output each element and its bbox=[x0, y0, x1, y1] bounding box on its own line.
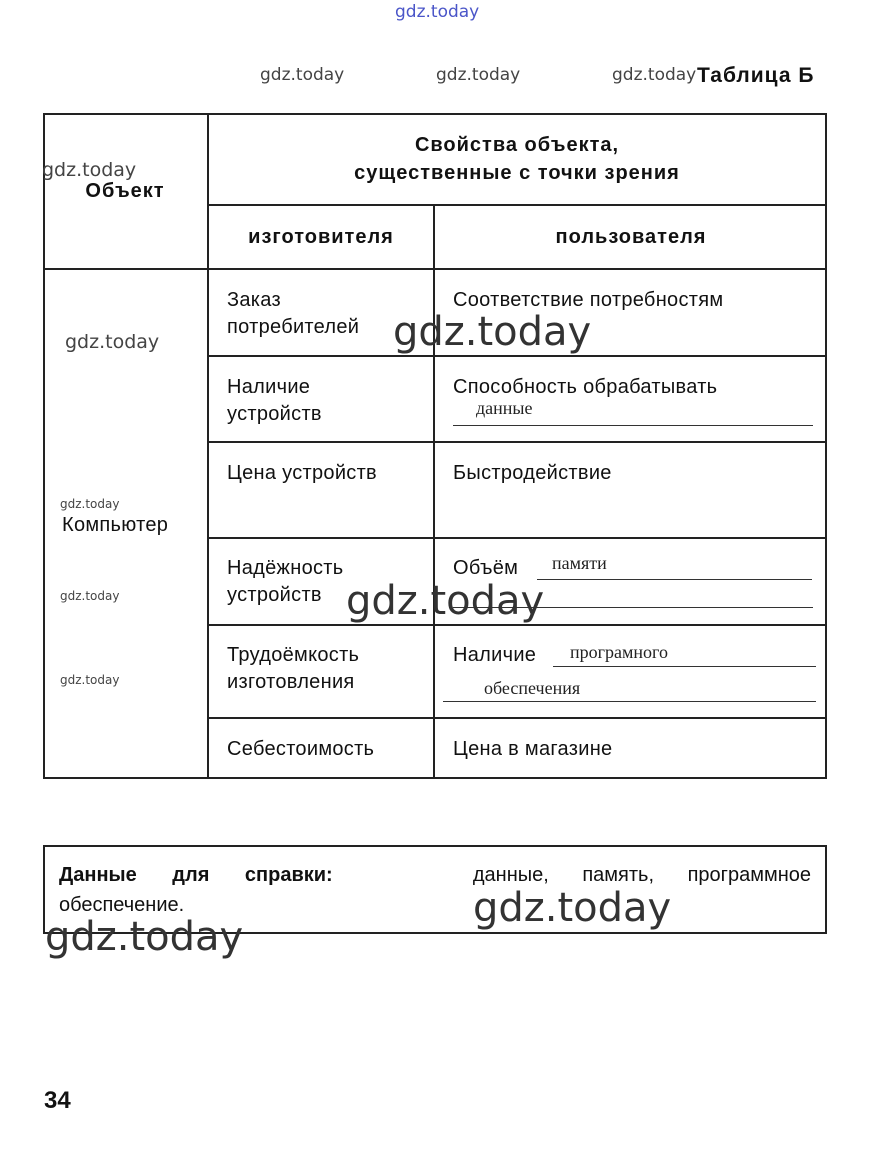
table-divider bbox=[433, 204, 435, 779]
table-divider bbox=[207, 441, 827, 443]
header-properties-line2: существенные с точки зрения bbox=[354, 162, 680, 184]
header-user: пользователя bbox=[555, 226, 707, 248]
watermark: gdz.today bbox=[395, 2, 480, 22]
page-number: 34 bbox=[44, 1087, 71, 1114]
table-divider bbox=[207, 355, 827, 357]
answer-line bbox=[553, 666, 816, 667]
table-title: Таблица Б bbox=[697, 64, 815, 87]
watermark: gdz.today bbox=[45, 914, 244, 960]
properties-table bbox=[43, 113, 827, 779]
reference-label: Данные для справки: bbox=[59, 864, 333, 886]
watermark: gdz.today bbox=[42, 159, 137, 181]
reference-items: данные, память, программное bbox=[472, 864, 811, 886]
table-divider bbox=[43, 268, 827, 270]
user-property: Объём bbox=[453, 557, 519, 579]
handwritten-answer: програмного bbox=[570, 642, 668, 662]
watermark: gdz.today bbox=[60, 497, 120, 511]
table-divider bbox=[207, 624, 827, 626]
header-properties-line1: Свойства объекта, bbox=[414, 134, 620, 156]
watermark: gdz.today bbox=[436, 65, 521, 85]
table-divider bbox=[207, 113, 209, 779]
maker-property: Трудоёмкость изготовления bbox=[227, 644, 360, 693]
answer-line bbox=[453, 425, 813, 426]
maker-property: Надёжность устройств bbox=[227, 557, 344, 606]
user-property: Быстродействие bbox=[453, 462, 612, 484]
handwritten-answer: обеспечения bbox=[484, 678, 581, 698]
maker-property: Наличие устройств bbox=[227, 376, 322, 425]
watermark: gdz.today bbox=[260, 65, 345, 85]
answer-line bbox=[537, 579, 812, 580]
watermark: gdz.today bbox=[60, 589, 120, 603]
watermark: gdz.today bbox=[346, 578, 545, 624]
table-divider bbox=[207, 537, 827, 539]
user-property: Цена в магазине bbox=[453, 738, 613, 760]
handwritten-answer: памяти bbox=[552, 553, 607, 573]
header-maker: изготовителя bbox=[248, 226, 394, 248]
user-property: Соответствие потребностям bbox=[453, 289, 724, 311]
header-object: Объект bbox=[85, 180, 165, 202]
maker-property: Заказ потребителей bbox=[227, 289, 360, 338]
answer-line bbox=[443, 701, 816, 702]
reference-line bbox=[59, 860, 811, 890]
user-property: Наличие bbox=[453, 644, 537, 666]
user-property: Способность обрабатывать bbox=[453, 376, 718, 398]
table-divider bbox=[207, 204, 827, 206]
watermark: gdz.today bbox=[612, 65, 697, 85]
object-name: Компьютер bbox=[62, 514, 169, 536]
watermark: gdz.today bbox=[393, 309, 592, 355]
table-divider bbox=[207, 717, 827, 719]
maker-property: Цена устройств bbox=[227, 462, 377, 484]
reference-items-continued: обеспечение. bbox=[59, 894, 185, 916]
maker-property: Себестоимость bbox=[227, 738, 375, 760]
watermark: gdz.today bbox=[60, 673, 120, 687]
watermark: gdz.today bbox=[65, 331, 160, 353]
handwritten-answer: данные bbox=[476, 398, 533, 418]
watermark: gdz.today bbox=[473, 885, 672, 931]
